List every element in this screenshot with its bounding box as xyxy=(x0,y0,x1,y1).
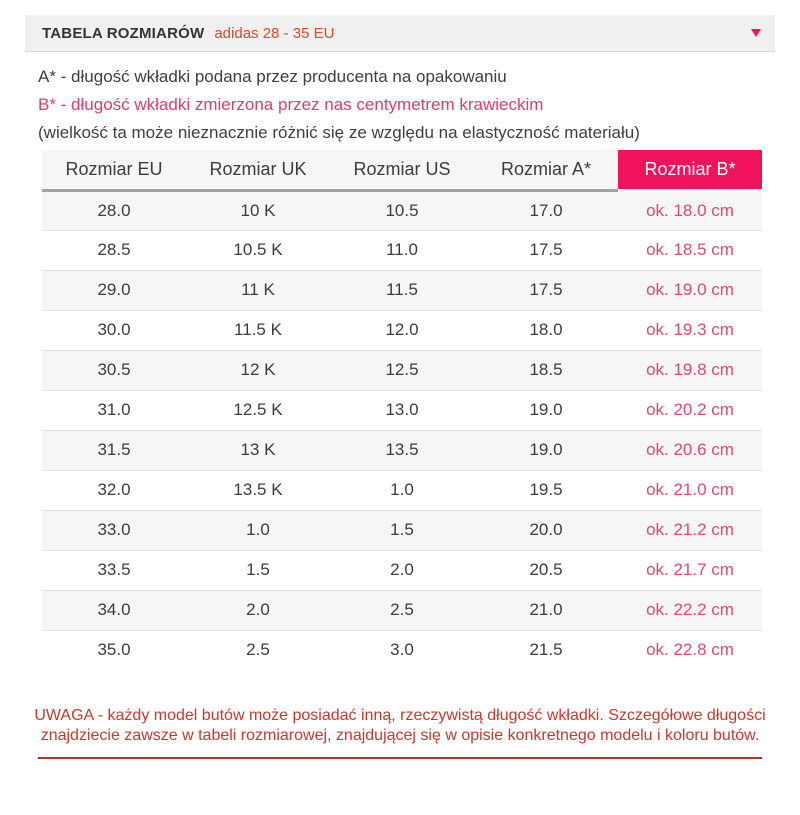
table-cell: 1.5 xyxy=(330,510,474,550)
table-row xyxy=(42,270,762,310)
table-cell: ok. 21.7 cm xyxy=(618,550,762,590)
table-row xyxy=(42,470,762,510)
table-cell: 18.5 xyxy=(474,350,618,390)
table-cell: 31.0 xyxy=(42,390,186,430)
column-header: Rozmiar UK xyxy=(186,150,330,190)
table-cell: 1.0 xyxy=(186,510,330,550)
table-cell: 10.5 xyxy=(330,190,474,230)
table-cell: 17.5 xyxy=(474,230,618,270)
page-title: TABELA ROZMIARÓW xyxy=(42,24,205,42)
table-cell: 3.0 xyxy=(330,630,474,670)
table-cell: 19.5 xyxy=(474,470,618,510)
chevron-down-icon[interactable] xyxy=(751,29,761,37)
table-cell: 20.5 xyxy=(474,550,618,590)
table-cell: 34.0 xyxy=(42,590,186,630)
size-chart-page xyxy=(0,15,800,815)
table-cell: 13.5 K xyxy=(186,470,330,510)
size-chart-header-toggle[interactable] xyxy=(25,15,775,52)
table-row xyxy=(42,310,762,350)
table-cell: 32.0 xyxy=(42,470,186,510)
table-row xyxy=(42,350,762,390)
table-cell: ok. 18.5 cm xyxy=(618,230,762,270)
table-cell: 12.0 xyxy=(330,310,474,350)
table-cell: 2.5 xyxy=(330,590,474,630)
table-cell: 20.0 xyxy=(474,510,618,550)
table-cell: 33.0 xyxy=(42,510,186,550)
table-cell: ok. 21.2 cm xyxy=(618,510,762,550)
table-cell: 30.5 xyxy=(42,350,186,390)
table-cell: 30.0 xyxy=(42,310,186,350)
table-cell: 18.0 xyxy=(474,310,618,350)
table-cell: 17.5 xyxy=(474,270,618,310)
table-cell: 35.0 xyxy=(42,630,186,670)
table-cell: 12.5 xyxy=(330,350,474,390)
table-cell: ok. 22.2 cm xyxy=(618,590,762,630)
size-table xyxy=(42,150,762,670)
table-cell: ok. 19.0 cm xyxy=(618,270,762,310)
table-cell: 12 K xyxy=(186,350,330,390)
table-row xyxy=(42,390,762,430)
table-row xyxy=(42,190,762,230)
table-cell: 10 K xyxy=(186,190,330,230)
warning-divider xyxy=(38,757,762,759)
table-cell: ok. 19.8 cm xyxy=(618,350,762,390)
table-cell: 2.5 xyxy=(186,630,330,670)
table-cell: ok. 20.6 cm xyxy=(618,430,762,470)
table-cell: 2.0 xyxy=(186,590,330,630)
table-cell: 10.5 K xyxy=(186,230,330,270)
table-cell: 31.5 xyxy=(42,430,186,470)
table-cell: 1.0 xyxy=(330,470,474,510)
table-cell: 33.5 xyxy=(42,550,186,590)
warning-text: UWAGA - każdy model butów może posiadać inną, rzeczywistą długość wkładki. Szczegółowe długości znajdziecie zawsze w tabeli rozmiarowej, znajdującej się w opisie konkretnego modelu i koloru butów. xyxy=(34,707,766,744)
table-row xyxy=(42,630,762,670)
table-cell: 2.0 xyxy=(330,550,474,590)
size-notes xyxy=(38,63,800,147)
table-cell: 1.5 xyxy=(186,550,330,590)
table-cell: 28.0 xyxy=(42,190,186,230)
table-row xyxy=(42,510,762,550)
size-table-header-row xyxy=(42,150,762,190)
table-cell: 13.5 xyxy=(330,430,474,470)
table-cell: ok. 19.3 cm xyxy=(618,310,762,350)
table-cell: 11.5 xyxy=(330,270,474,310)
table-cell: 13.0 xyxy=(330,390,474,430)
column-header: Rozmiar US xyxy=(330,150,474,190)
table-cell: 13 K xyxy=(186,430,330,470)
table-cell: ok. 21.0 cm xyxy=(618,470,762,510)
table-row xyxy=(42,590,762,630)
table-cell: 11.5 K xyxy=(186,310,330,350)
table-cell: 21.0 xyxy=(474,590,618,630)
table-cell: 11.0 xyxy=(330,230,474,270)
table-cell: ok. 22.8 cm xyxy=(618,630,762,670)
table-cell: 29.0 xyxy=(42,270,186,310)
table-row xyxy=(42,230,762,270)
table-row xyxy=(42,550,762,590)
table-cell: ok. 20.2 cm xyxy=(618,390,762,430)
column-header: Rozmiar EU xyxy=(42,150,186,190)
note-a: A* - długość wkładki podana przez producenta na opakowaniu xyxy=(38,67,507,86)
header-subtitle: adidas 28 - 35 EU xyxy=(214,24,335,42)
table-cell: 19.0 xyxy=(474,430,618,470)
table-cell: ok. 18.0 cm xyxy=(618,190,762,230)
table-cell: 17.0 xyxy=(474,190,618,230)
table-cell: 21.5 xyxy=(474,630,618,670)
note-b: B* - długość wkładki zmierzona przez nas centymetrem krawieckim xyxy=(38,95,544,114)
column-header: Rozmiar B* xyxy=(618,150,762,190)
table-row xyxy=(42,430,762,470)
table-cell: 11 K xyxy=(186,270,330,310)
table-cell: 12.5 K xyxy=(186,390,330,430)
note-c: (wielkość ta może nieznacznie różnić się ze względu na elastyczność materiału) xyxy=(38,123,640,142)
table-cell: 28.5 xyxy=(42,230,186,270)
table-cell: 19.0 xyxy=(474,390,618,430)
column-header: Rozmiar A* xyxy=(474,150,618,190)
